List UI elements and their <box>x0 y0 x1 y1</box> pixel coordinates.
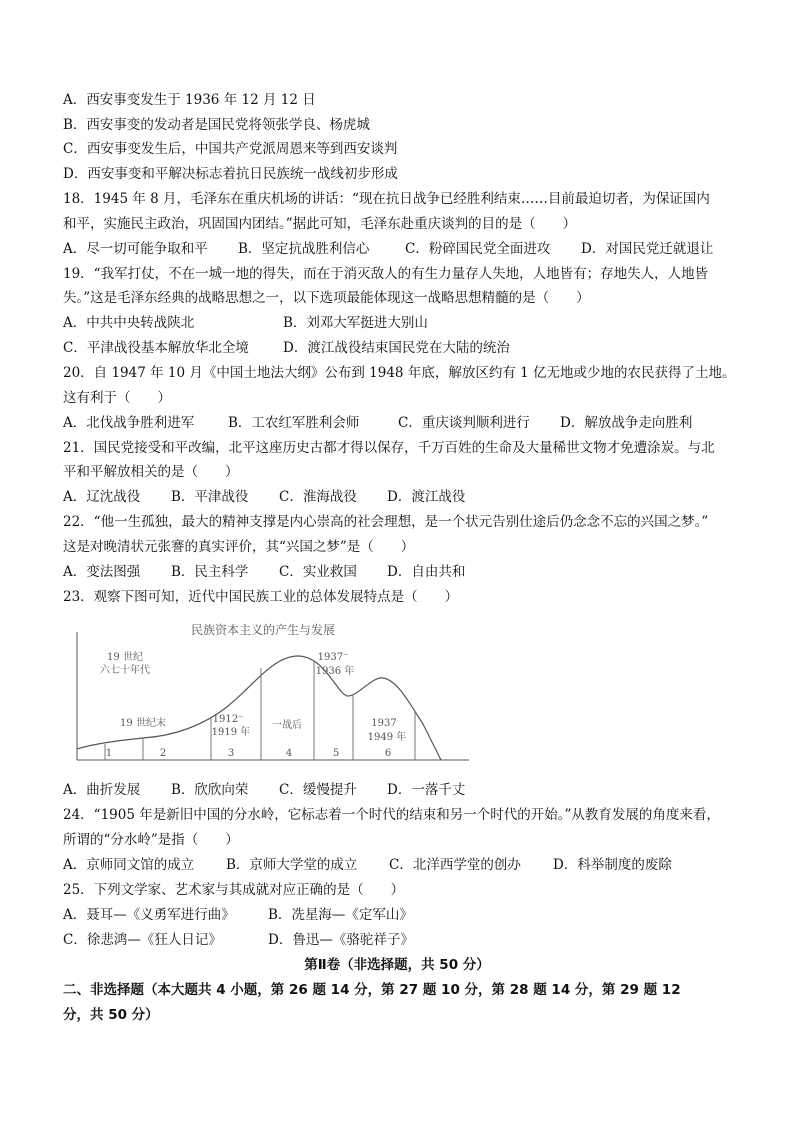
q22-stem-line1: 22．“他一生孤独，最大的精神支撑是内心崇高的社会理想，是一个状元告别仕途后仍念念不忘的兴国之梦。” <box>63 514 709 530</box>
stage-5: 5 <box>332 748 340 759</box>
q19-option-c: C．平津战役基本解放华北全境 <box>63 340 249 356</box>
label-1937a: 1937⁻ <box>317 652 349 663</box>
part2-heading-line2: 分，共 50 分） <box>63 1007 159 1023</box>
q18-option-d: D．对国民党迁就退让 <box>581 241 714 257</box>
q25-option-a: A．聂耳—《义勇军进行曲》 <box>63 907 235 923</box>
label-1937b: 1937 <box>371 718 397 729</box>
q22-option-a: A．变法图强 <box>63 564 141 580</box>
q20-stem-line2: 这有利于（ ） <box>63 390 171 406</box>
q22-option-c: C．实业救国 <box>279 564 357 580</box>
q19-stem-line2: 失。”这是毛泽东经典的战略思想之一，以下选项最能体现这一战略思想精髓的是（ ） <box>63 290 590 306</box>
q25-option-b: B．冼星海—《定军山》 <box>268 907 413 923</box>
q19-option-b: B．刘邓大军挺进大别山 <box>283 315 428 331</box>
q25-option-d: D．鲁迅—《骆驼祥子》 <box>268 932 414 948</box>
q19-option-a: A．中共中央转战陕北 <box>63 315 195 331</box>
part2-heading-line1: 二、非选择题（本大题共 4 小题，第 26 题 14 分，第 27 题 10 分，第 28 题 14 分，第 29 题 12 <box>63 982 681 998</box>
national-capitalism-chart <box>63 616 483 776</box>
part2-title: 第Ⅱ卷（非选择题，共 50 分） <box>304 957 490 973</box>
q21-option-c: C．淮海战役 <box>279 489 357 505</box>
stage-4: 4 <box>285 748 293 759</box>
q24-stem-line1: 24．“1905 年是新旧中国的分水岭，它标志着一个时代的结束和另一个时代的开始。”从教育发展的角度来看， <box>63 807 720 823</box>
label-19c-end: 19 世纪末 <box>120 718 166 729</box>
q22-stem-line2: 这是对晚清状元张謇的真实评价，其“兴国之梦”是（ ） <box>63 539 415 555</box>
stage-1: 1 <box>105 748 113 759</box>
stage-3: 3 <box>227 748 235 759</box>
q25-option-c: C．徐悲鸿—《狂人日记》 <box>63 932 222 948</box>
q23-option-a: A．曲折发展 <box>63 782 141 798</box>
q17-option-c: C．西安事变发生后，中国共产党派周恩来等到西安谈判 <box>63 141 398 157</box>
q20-stem-line1: 20．自 1947 年 10 月《中国土地法大纲》公布到 1948 年底，解放区约有 1 亿无地或少地的农民获得了土地。 <box>63 365 736 381</box>
q21-option-b: B．平津战役 <box>171 489 249 505</box>
chart-title: 民族资本主义的产生与发展 <box>190 623 336 637</box>
q20-option-a: A．北伐战争胜利进军 <box>63 415 195 431</box>
label-1936: 1936 年 <box>315 666 355 677</box>
q25-stem: 25．下列文学家、艺术家与其成就对应正确的是（ ） <box>63 882 405 898</box>
q17-option-d: D．西安事变和平解决标志着抗日民族统一战线初步形成 <box>63 166 398 182</box>
stage-6: 6 <box>384 748 392 759</box>
label-ww1: 一战后 <box>272 720 302 731</box>
q17-option-b: B．西安事变的发动者是国民党将领张学良、杨虎城 <box>63 117 370 133</box>
q22-option-d: D．自由共和 <box>387 564 466 580</box>
stage-2: 2 <box>159 748 167 759</box>
q21-stem-line2: 平和平解放相关的是（ ） <box>63 464 239 480</box>
label-1949: 1949 年 <box>367 732 407 743</box>
q17-option-a: A．西安事变发生于 1936 年 12 月 12 日 <box>63 92 316 108</box>
q18-option-b: B．坚定抗战胜利信心 <box>238 241 370 257</box>
label-6070: 六七十年代 <box>100 665 150 676</box>
q18-option-a: A．尽一切可能争取和平 <box>63 241 208 257</box>
q21-stem-line1: 21．国民党接受和平改编，北平这座历史古都才得以保存，千万百姓的生命及大量稀世文物才免遭涂炭。与北 <box>63 440 715 456</box>
q18-stem-line1: 18．1945 年 8 月，毛泽东在重庆机场的讲话：“现在抗日战争已经胜利结束……目前最迫切者，为保证国内 <box>63 191 710 207</box>
q18-stem-line2: 和平，实施民主政治，巩固国内团结。”据此可知，毛泽东赴重庆谈判的目的是（ ） <box>63 216 577 232</box>
label-1919: 1919 年 <box>211 727 251 738</box>
label-19c: 19 世纪 <box>107 652 143 663</box>
q23-option-b: B．欣欣向荣 <box>171 782 249 798</box>
label-1912: 1912⁻ <box>212 714 244 725</box>
q23-option-d: D．一落千丈 <box>387 782 466 798</box>
q18-option-c: C．粉碎国民党全面进攻 <box>405 241 551 257</box>
q22-option-b: B．民主科学 <box>171 564 249 580</box>
q24-stem-line2: 所谓的“分水岭”是指（ ） <box>63 832 239 848</box>
q23-stem: 23．观察下图可知，近代中国民族工业的总体发展特点是（ ） <box>63 589 459 605</box>
q19-option-d: D．渡江战役结束国民党在大陆的统治 <box>283 340 510 356</box>
q20-option-c: C．重庆谈判顺利进行 <box>398 415 530 431</box>
q24-option-b: B．京师大学堂的成立 <box>226 857 358 873</box>
q20-option-b: B．工农红军胜利会师 <box>228 415 360 431</box>
q24-option-a: A．京师同文馆的成立 <box>63 857 195 873</box>
q24-option-c: C．北洋西学堂的创办 <box>389 857 521 873</box>
q19-stem-line1: 19．“我军打仗，不在一城一地的得失，而在于消灭敌人的有生力量存人失地，人地皆有；存地失人，人地皆 <box>63 266 709 282</box>
q23-option-c: C．缓慢提升 <box>279 782 357 798</box>
q21-option-d: D．渡江战役 <box>387 489 466 505</box>
q21-option-a: A．辽沈战役 <box>63 489 141 505</box>
q24-option-d: D．科举制度的废除 <box>553 857 672 873</box>
q20-option-d: D．解放战争走向胜利 <box>560 415 693 431</box>
